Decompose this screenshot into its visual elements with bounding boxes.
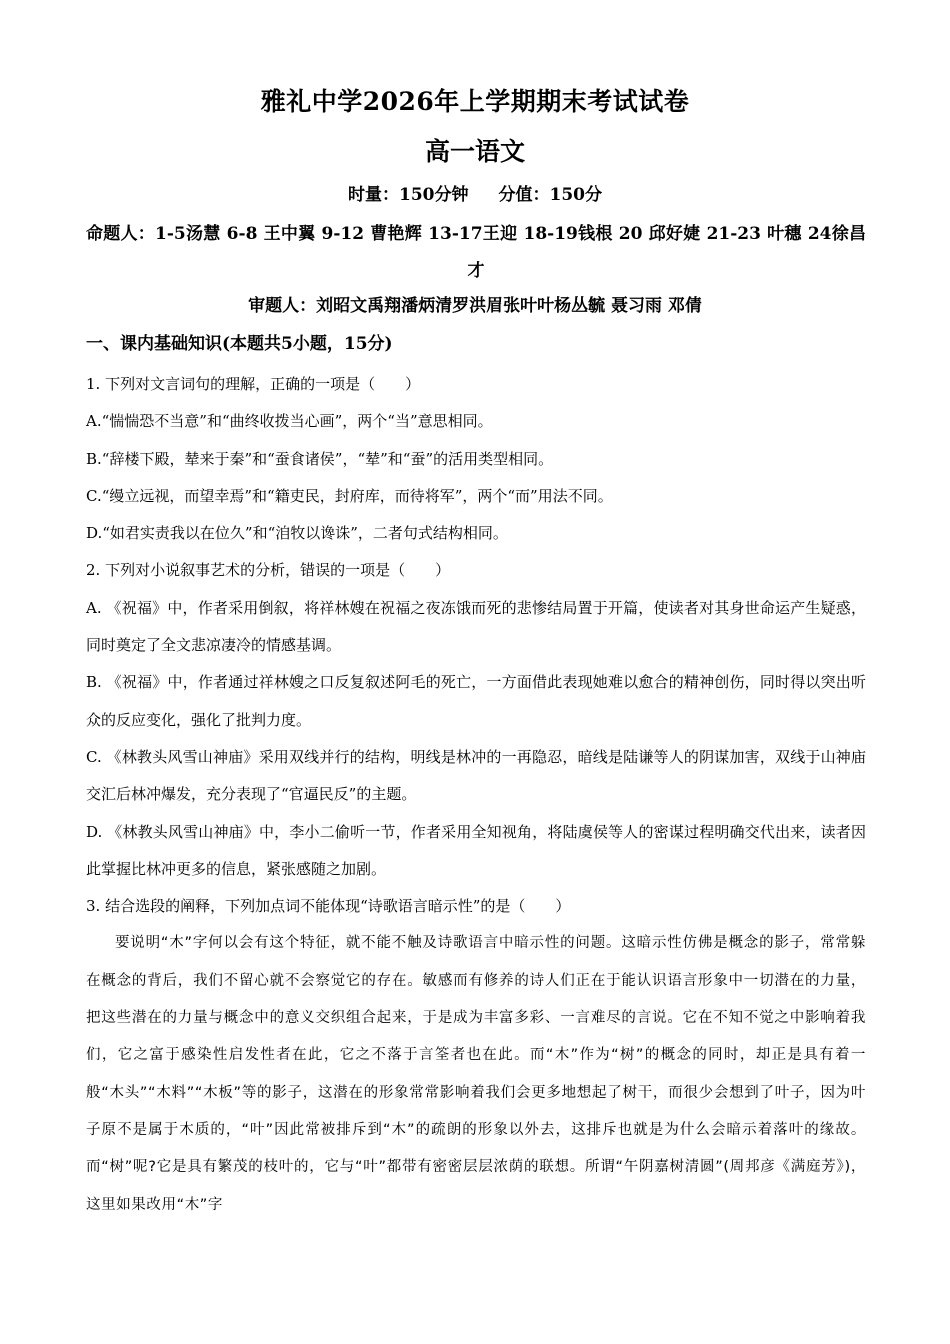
questions-body [86, 366, 866, 1224]
exam-subject: 高一语文 [424, 137, 525, 166]
question-option: C.“缦立远视，而望幸焉”和“籍吏民，封府库，而待将军”，两个“而”用法不同。 [86, 486, 613, 505]
question-stem: 1. 下列对文言词句的理解，正确的一项是（ ） [86, 375, 421, 393]
question-option: A. 《祝福》中，作者采用倒叙，将祥林嫂在祝福之夜冻饿而死的悲惨结局置于开篇，使读者对其身世命运产生疑惑，同时奠定了全文悲凉凄冷的情感基调。 [86, 598, 866, 655]
question-option: C. 《林教头风雪山神庙》采用双线并行的结构，明线是林冲的一再隐忍，暗线是陆谦等人的阴谋加害，双线于山神庙交汇后林冲爆发，充分表现了“官逼民反”的主题。 [86, 747, 866, 804]
question-option: D. 《林教头风雪山神庙》中，李小二偷听一节，作者采用全知视角，将陆虞侯等人的密谋过程明确交代出来，读者因此掌握比林冲更多的信息，紧张感随之加剧。 [86, 822, 866, 878]
exam-authors: 命题人：1-5汤慧 6-8 王中翼 9-12 曹艳辉 13-17王迎 18-19钱根 20 邱好婕 21-23 叶穗 24徐昌才 [86, 224, 866, 281]
exam-title: 雅礼中学2026年上学期期末考试试卷 [260, 87, 690, 116]
section-heading: 一、课内基础知识(本题共5小题，15分) [86, 334, 393, 354]
question-option: D.“如君实责我以在位久”和“洎牧以谗诛”，二者句式结构相同。 [86, 524, 508, 543]
reading-passage: 要说明“木”字何以会有这个特征，就不能不触及诗歌语言中暗示性的问题。这暗示性仿佛是概念的影子，常常躲在概念的背后，我们不留心就不会察觉它的存在。敏感而有修养的诗人们正在于能认识语言形象中一切潜在的力量，把这些潜在的力量与概念中的意义交织组合起来，于是成为丰富多彩、一言难尽的言说。它在不知不觉之中影响着我们，它之富于感染性启发性者在此，它之不落于言筌者也在此。而“木”作为“树”的概念的同时，却正是具有着一般“木头”“木料”“木板”等的影子，这潜在的形象常常影响着我们会更多地想起了树干，而很少会想到了叶子，因为叶子原不是属于木质的，“叶”因此常被排斥到“木”的疏朗的形象以外去，这排斥也就是为什么会暗示着落叶的缘故。而“树”呢?它是具有繁茂的枝叶的，它与“叶”都带有密密层层浓荫的联想。所谓“午阴嘉树清圆”(周邦彦《满庭芳》)，这里如果改用“木”字 [86, 935, 866, 1213]
question-stem: 2. 下列对小说叙事艺术的分析，错误的一项是（ ） [86, 561, 451, 580]
question-option: B. 《祝福》中，作者通过祥林嫂之口反复叙述阿毛的死亡，一方面借此表现她难以愈合的精神创伤，同时得以突出听众的反应变化，强化了批判力度。 [86, 673, 866, 729]
question-stem: 3. 结合选段的阐释，下列加点词不能体现“诗歌语言暗示性”的是（ ） [86, 897, 571, 916]
question-option: A.“惴惴恐不当意”和“曲终收拨当心画”，两个“当”意思相同。 [86, 412, 493, 431]
exam-reviewers: 审题人：刘昭文禹翔潘炳清罗洪眉张叶叶杨丛毓 聂习雨 邓倩 [248, 296, 702, 316]
question-option: B.“辞楼下殿，辇来于秦”和“蚕食诸侯”，“辇”和“蚕”的活用类型相同。 [86, 449, 554, 468]
exam-meta [0, 180, 950, 205]
exam-time: 时量：150分钟 [348, 185, 469, 205]
exam-score: 分值：150分 [498, 185, 602, 205]
